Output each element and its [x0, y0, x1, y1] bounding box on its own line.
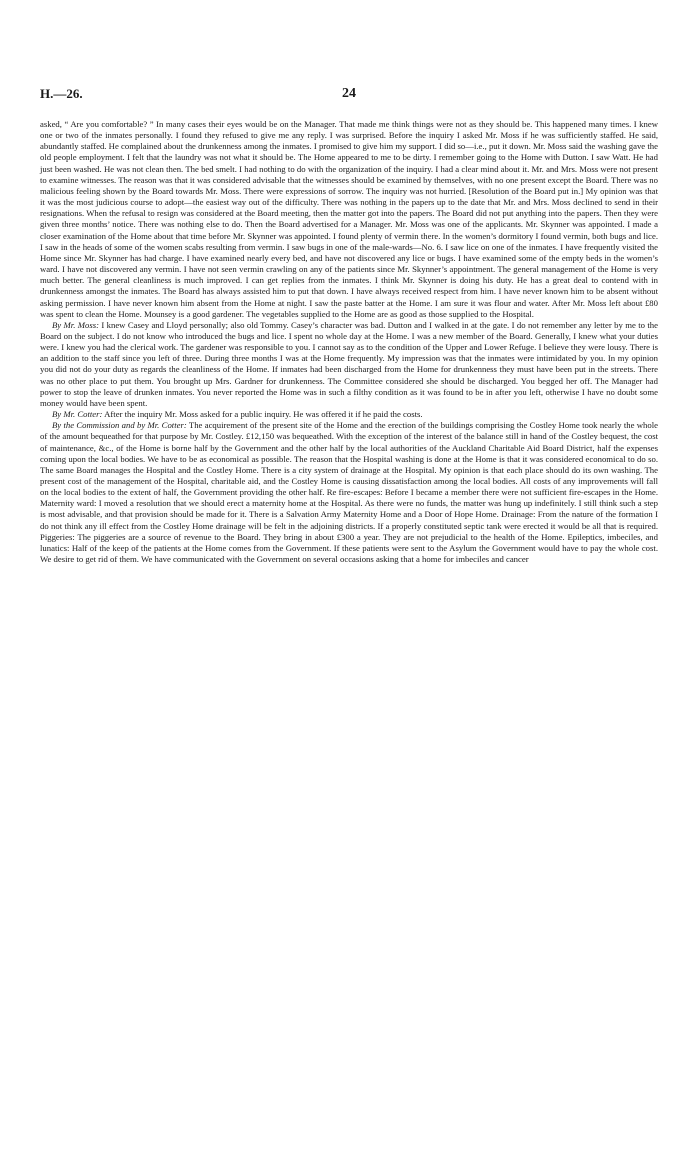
paragraph-testimony	[40, 119, 658, 320]
paragraph-by-commission	[40, 420, 658, 565]
page-body	[40, 119, 658, 565]
paragraph-text: asked, “ Are you comfortable? ” In many cases their eyes would be on the Manager. That made me think things were not as they should be. This happened many times. I knew one or two of the inmates personally. I found they refused to give me any reply. I was surprised. Before the inquiry I asked Mr. Moss if he was sufficiently staffed. He said, abundantly staffed. He complained about the drunkenness among the inmates. I promised to give him my support. I did so—i.e., put it down. Mr. Moss said the washing gave the old people employment. I felt that the laundry was not what it should be. The Home appeared to me to be dirty. I remember going to the Home with Dutton. I saw Watt. He had just been washed. He was not clean then. The bed smelt. I had nothing to do with the organization of the inquiry. I had a clear mind about it. Mr. and Mrs. Moss were not present to examine witnesses. The reason was that it was considered advisable that the witnesses should be examined by themselves, with no one present except the Board. There was no malicious feeling shown by the Board towards Mr. Moss. There were expressions of sorrow. The inquiry was not hurried. [Resolution of the Board put in.] My opinion was that it was the most judicious course to adopt—the easiest way out of the difficulty. There was nothing in the papers up to the date that Mr. and Mrs. Moss declined to send in their resignations. When the refusal to resign was considered at the Board meeting, then the matter got into the papers. The Board did not put anything into the papers. Then they were given three months’ notice. There was nothing else to do. Then the Board advertised for a Manager. Mr. Moss was one of the applicants. Mr. Skynner was appointed. I made a closer examination of the Home about that time before Mr. Skynner was appointed. I found plenty of vermin there. In the women’s dormitory I found vermin, both bugs and lice. I saw in the heads of some of the women scabs resulting from vermin. I saw bugs in one of the male-wards—No. 6. I saw lice on one of the inmates. I have frequently visited the Home since Mr. Skynner has had charge. I have examined nearly every bed, and have not discovered any lice or bugs. I have examined some of the empty beds in the women’s ward. I have not discovered any vermin. I have not seen vermin crawling on any of the patients since Mr. Skynner’s appointment. The general management of the Home is very much better. The general cleanliness is much improved. I can get replies from the inmates. I think Mr. Skynner is doing his duty. He has a great deal to contend with in drunkenness amongst the inmates. The Board has always assisted him to put that down. I have always received respect from him. I have never known him to be absent without asking permission. I have never known him absent from the Home at night. I saw the paste batter at the Home. I am sure it was flour and water. After Mr. Moss left about £80 was spent to clean the Home. Mounsey is a good gardener. The vegetables supplied to the Home are as good as those supplied to the Hospital.	[40, 119, 658, 319]
document-reference: H.—26.	[40, 86, 83, 101]
page-number: 24	[342, 86, 356, 101]
paragraph-text: The acquirement of the present site of the Home and the erection of the buildings comprising the Costley Home took nearly the whole of the amount bequeathed for that purpose by Mr. Costley. £12,150 was bequeathed. With the exception of the interest of the balance still in hand of the Costley bequest, the cost of maintenance, &c., of the Home is borne half by the Government and the other half by the local authorities of the Auckland Charitable Aid Board District, half the expenses coming upon the local bodies. We have to be as economical as possible. The reason that the Hospital washing is done at the Home is that it was considered economical to do so. The same Board manages the Hospital and the Costley Home. There is a city system of drainage at the Hospital. My opinion is that each place should do its own washing. The present cost of the management of the Hospital, charitable aid, and the Costley Home is causing dissatisfaction among the local bodies. All costs of any improvements will fall on the local bodies to the extent of half, the Government providing the other half. Re fire-escapes: Before I became a member there were not sufficient fire-escapes in the Home. Maternity ward: I moved a resolution that we should erect a maternity home at the Hospital. As there were no funds, the matter was hung up indefinitely. I still think such a step is most advisable, and that provision should be made for it. There is a Salvation Army Maternity Home and a Door of Hope Home. Drainage: From the nature of the formation I do not think any ill effect from the Costley Home drainage will be felt in the adjoining districts. If a properly constituted septic tank were erected it would be all that is required. Piggeries: The piggeries are a source of revenue to the Board. They bring in about £300 a year. They are not prejudicial to the health of the Home. Epileptics, imbeciles, and lunatics: Half of the keep of the patients at the Home comes from the Government. If these patients were sent to the Asylum the Government would have to pay the whole cost. We desire to get rid of them. We have communicated with the Government on several occasions asking that a home for imbeciles and cancer	[40, 420, 659, 565]
speaker-label: By Mr. Cotter:	[52, 409, 103, 420]
paragraph-text: I knew Casey and Lloyd personally; also old Tommy. Casey’s character was bad. Dutton and I walked in at the gate. I do not remember any letter by me to the Board on the subject. I do not know who introduced the bugs and lice. I spent no whole day at the Home. I was a new member of the Board. Generally, I knew what your duties were. I knew you had the clerical work. The gardener was responsible to you. I cannot say as to the condition of the Upper and Lower Refuge. I believe they were lousy. There is an addition to the staff since you left of three. During three months I was at the Home frequently. My impression was that the inmates were intimidated by you. In my opinion you did not do your duty as regards the cleanliness of the Home. If inmates had been discharged from the Home for drunkenness they must have been put in the streets. There was no other place to put them. You brought up Mrs. Gardner for drunkenness. The Committee considered she should be discharged. You begged her off. The Manager had power to stop the leave of drunken inmates. You never reported the Home was in such a filthy condition as it was found to be in after you left, otherwise I have no doubt some money would have been spent.	[40, 319, 658, 408]
paragraph-by-mr-moss	[40, 320, 658, 409]
page-header	[40, 86, 658, 104]
paragraph-text: After the inquiry Mr. Moss asked for a public inquiry. He was offered it if he paid the costs.	[102, 409, 423, 420]
speaker-label: By Mr. Moss:	[52, 319, 99, 330]
paragraph-by-mr-cotter	[40, 409, 658, 420]
speaker-label: By the Commission and by Mr. Cotter:	[52, 420, 187, 431]
